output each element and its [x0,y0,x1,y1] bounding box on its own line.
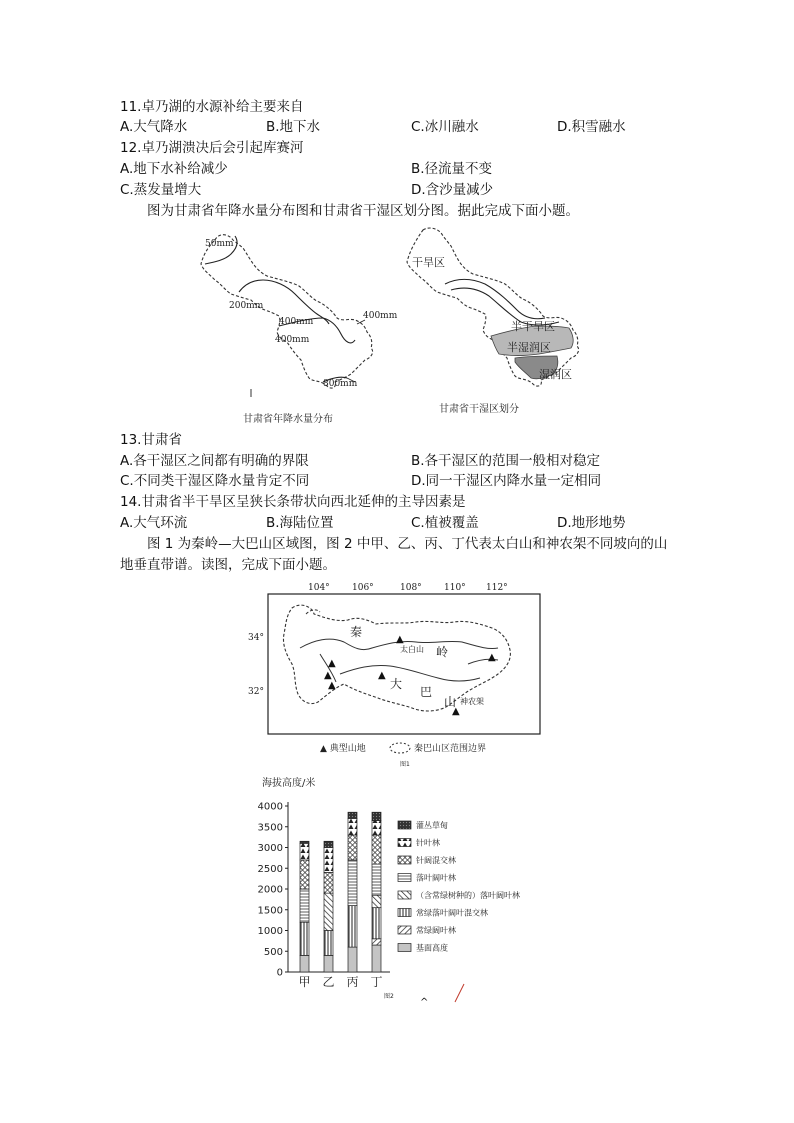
q11-stem: 11.卓乃湖的水源补给主要来自 [120,99,304,115]
legend-label: 针阔混交林 [416,856,456,865]
category-label: 乙 [322,975,335,989]
bar-segment-2-7 [324,848,333,873]
legend-label: 常绿阔叶林 [416,926,456,935]
q14-option-b[interactable]: B.海陆位置 [266,515,334,531]
legend-label: （含常绿树种的）落叶阔叶林 [416,891,520,900]
label-da: 大 [390,677,403,691]
legend-swatch [398,891,411,899]
precip-map-caption: 甘肃省年降水量分布 [243,414,333,425]
mountain-marker-1: ▲ [396,634,404,645]
y-tick-label: 2500 [257,863,283,875]
legend-boundary-swatch [390,743,410,753]
bar-stacks [300,812,381,972]
mountain-marker-7: ▲ [452,706,460,717]
x-axis-labels [298,975,382,989]
label-shan: 山 [444,695,457,709]
q12-option-c[interactable]: C.蒸发量增大 [120,182,202,198]
bar-segment-2-1 [324,955,333,972]
zone-label-humid: 湿润区 [539,368,572,381]
y-tick-label: 4000 [257,801,283,813]
bar-segment-3-1 [348,947,357,972]
bar-segment-3-5 [348,860,357,906]
pen-mark [452,982,466,1004]
fig2-caption: 图2 [384,993,394,1000]
legend-label: 灌丛草甸 [416,821,448,830]
y-tick-label: 3500 [257,822,283,834]
label-shennongjia: 神农架 [460,697,484,706]
q14-option-c[interactable]: C.植被覆盖 [411,515,479,531]
y-tick-label: 2000 [257,884,283,896]
lon-104: 104° [308,583,330,593]
category-label: 甲 [298,975,311,989]
bar-segment-4-5 [372,864,381,895]
bar-segment-1-1 [300,955,309,972]
bar-segment-4-3 [372,908,381,939]
zone-label-semi-arid: 半干旱区 [511,320,555,333]
label-ling: 岭 [436,645,449,659]
bar-segment-1-5 [300,889,309,922]
mountain-marker-2: ▲ [328,658,336,669]
legend-swatch [398,839,411,847]
legend-swatch [398,856,411,864]
qinba-boundary [283,605,510,711]
category-label: 丁 [370,975,383,989]
bar-segment-4-7 [372,821,381,836]
q14-stem: 14.甘肃省半干旱区呈狭长条带状向西北延伸的主导因素是 [120,494,466,510]
river-han [340,665,480,681]
q13-option-c[interactable]: C.不同类干湿区降水量肯定不同 [120,473,310,489]
bar-segment-3-7 [348,818,357,835]
bar-segment-2-8 [324,841,333,847]
legend-label: 常绿落叶阔叶混交林 [416,908,488,918]
q12-option-a[interactable]: A.地下水补给减少 [120,161,228,177]
bar-segment-1-8 [300,841,309,843]
q14-option-d[interactable]: D.地形地势 [557,515,626,531]
bar-segment-4-6 [372,835,381,864]
q11-option-a[interactable]: A.大气降水 [120,119,188,135]
bar-segment-1-3 [300,922,309,955]
zonation-chart [240,770,550,1002]
legend-boundary: 秦巴山区范围边界 [414,744,487,754]
bar-segment-4-1 [372,945,381,972]
q11-option-b[interactable]: B.地下水 [266,119,321,135]
chart-legend [398,820,520,953]
mountain-marker-4: ▲ [328,680,336,691]
category-label: 丙 [346,975,359,989]
bar-segment-1-6 [300,860,309,889]
isohyet-label-400c: 400mm [275,335,310,345]
lat-34: 34° [248,633,264,643]
y-tick-label: 0 [276,967,283,979]
y-tick-label: 3000 [257,843,283,854]
q13-option-a[interactable]: A.各干湿区之间都有明确的界限 [120,453,309,469]
isohyet-label-50: 50mm [205,239,234,249]
q12-stem: 12.卓乃湖溃决后会引起库赛河 [120,140,304,156]
label-qin: 秦 [350,625,363,639]
bar-segment-4-8 [372,812,381,820]
bar-segment-2-4 [324,893,333,930]
bar-segment-3-3 [348,906,357,948]
legend-swatch [398,944,411,952]
bar-segment-4-2 [372,939,381,945]
isohyet-label-400b: 400mm [363,311,398,321]
gansu-maps-figure [195,222,605,430]
zone-label-semi-humid: 半湿润区 [507,341,551,354]
lon-106: 106° [352,583,374,593]
isohyet-label-400a: 400mm [279,317,314,327]
legend-swatch [398,874,411,882]
bar-segment-1-7 [300,843,309,860]
legend-label: 针叶林 [416,838,440,848]
isohyet-label-800: 800mm [323,379,358,389]
label-taibai: 太白山 [400,645,424,654]
bar-segment-2-6 [324,872,333,893]
legend-swatch [398,909,411,917]
bar-segment-3-8 [348,812,357,818]
y-tick-label: 1500 [257,905,283,917]
mountain-marker-3: ▲ [324,670,332,681]
semi-arid-boundary [445,280,545,319]
bar-segment-4-4 [372,895,381,907]
fig1-caption: 图1 [400,761,410,768]
zone-map-caption: 甘肃省干湿区划分 [439,404,519,415]
lon-108: 108° [400,583,422,593]
lon-112: 112° [486,583,508,593]
q13-option-b[interactable]: B.各干湿区的范围一般相对稳定 [411,453,601,469]
q11-option-c[interactable]: C.冰川融水 [411,119,479,135]
legend-label: 基面高度 [416,943,448,953]
q13-stem: 13.甘肃省 [120,432,182,448]
stray-caret: ^ [420,997,429,1008]
y-tick-label: 1000 [257,926,283,937]
intro-qinba-2: 地垂直带谱。读图，完成下面小题。 [120,557,336,573]
legend-mountain: ▲ 典型山地 [320,744,366,754]
lon-110: 110° [444,583,466,593]
intro-qinba-1: 图 1 为秦岭—大巴山区域图，图 2 中甲、乙、丙、丁代表太白山和神农架不同坡向的山 [147,536,668,552]
q11-option-d[interactable]: D.积雪融水 [557,119,626,135]
mountain-marker-5: ▲ [378,670,386,681]
legend-swatch [398,821,411,829]
legend-label: 落叶阔叶林 [416,873,456,883]
mountain-marker-6: ▲ [488,652,496,663]
q14-option-a[interactable]: A.大气环流 [120,515,188,531]
lon-ticks [308,583,508,593]
map-frame [268,594,540,734]
y-axis-title: 海拔高度/米 [262,778,316,789]
intro-gansu: 图为甘肃省年降水量分布图和甘肃省干湿区划分图。据此完成下面小题。 [147,203,579,219]
bar-segment-3-6 [348,835,357,860]
qinba-map-figure [240,578,550,770]
q12-option-b[interactable]: B.径流量不变 [411,161,493,177]
y-tick-label: 500 [263,946,283,958]
zone-label-arid: 干旱区 [412,256,445,269]
bar-segment-2-3 [324,931,333,956]
label-ba: 巴 [420,685,433,699]
legend-swatch [398,926,411,934]
isohyet-label-200: 200mm [229,301,264,311]
q13-option-d[interactable]: D.同一干湿区内降水量一定相同 [411,473,602,489]
lat-32: 32° [248,687,264,697]
q12-option-d[interactable]: D.含沙量减少 [411,182,494,198]
